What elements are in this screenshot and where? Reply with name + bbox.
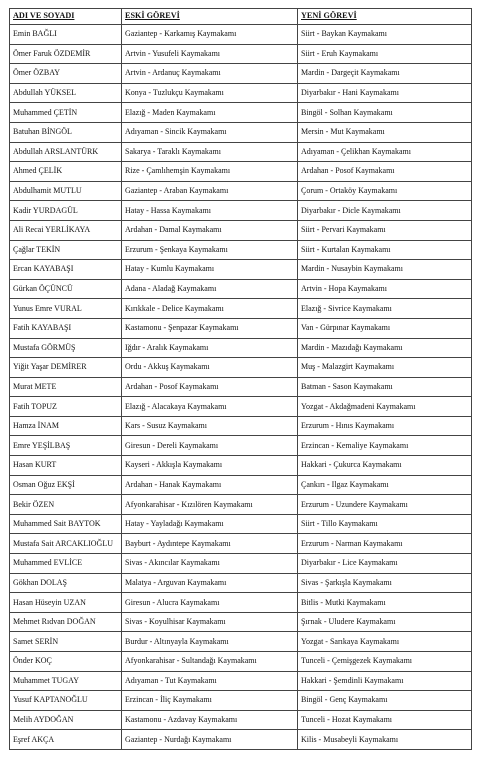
cell-name: Ercan KAYABAŞI — [10, 260, 122, 280]
cell-name: Eşref AKÇA — [10, 730, 122, 750]
table-row — [10, 83, 472, 103]
cell-new-post: Ardahan - Posof Kaymakamı — [298, 162, 472, 182]
table-row — [10, 377, 472, 397]
cell-name: Abdullah YÜKSEL — [10, 83, 122, 103]
header-row — [10, 9, 472, 25]
table-row — [10, 122, 472, 142]
cell-name: Samet SERİN — [10, 632, 122, 652]
column-header-old-post-text: ESKİ GÖREVİ — [125, 11, 180, 21]
cell-old-post: Hatay - Hassa Kaymakamı — [122, 201, 298, 221]
cell-new-post: Siirt - Baykan Kaymakamı — [298, 25, 472, 45]
cell-new-post: Mersin - Mut Kaymakamı — [298, 122, 472, 142]
cell-old-post: Kars - Susuz Kaymakamı — [122, 416, 298, 436]
table-row — [10, 632, 472, 652]
cell-old-post: Kırıkkale - Delice Kaymakamı — [122, 299, 298, 319]
table-row — [10, 358, 472, 378]
cell-old-post: Sakarya - Taraklı Kaymakamı — [122, 142, 298, 162]
cell-new-post: Van - Gürpınar Kaymakamı — [298, 318, 472, 338]
table-header — [10, 9, 472, 25]
cell-new-post: Bitlis - Mutki Kaymakamı — [298, 593, 472, 613]
cell-name: Çağlar TEKİN — [10, 240, 122, 260]
cell-name: Abdullah ARSLANTÜRK — [10, 142, 122, 162]
cell-old-post: Iğdır - Aralık Kaymakamı — [122, 338, 298, 358]
table-row — [10, 495, 472, 515]
table-row — [10, 240, 472, 260]
table-row — [10, 299, 472, 319]
cell-new-post: Tunceli - Çemişgezek Kaymakamı — [298, 652, 472, 672]
cell-new-post: Tunceli - Hozat Kaymakamı — [298, 710, 472, 730]
table-row — [10, 103, 472, 123]
table-row — [10, 201, 472, 221]
cell-name: Kadir YURDAGÜL — [10, 201, 122, 221]
cell-old-post: Giresun - Dereli Kaymakamı — [122, 436, 298, 456]
table-row — [10, 593, 472, 613]
cell-new-post: Erzurum - Narman Kaymakamı — [298, 534, 472, 554]
cell-new-post: Erzurum - Uzundere Kaymakamı — [298, 495, 472, 515]
cell-old-post: Gaziantep - Karkamış Kaymakamı — [122, 25, 298, 45]
cell-name: Fatih TOPUZ — [10, 397, 122, 417]
cell-new-post: Hakkari - Şemdinli Kaymakamı — [298, 671, 472, 691]
cell-name: Fatih KAYABAŞI — [10, 318, 122, 338]
cell-new-post: Erzincan - Kemaliye Kaymakamı — [298, 436, 472, 456]
cell-new-post: Şırnak - Uludere Kaymakamı — [298, 612, 472, 632]
table-row — [10, 416, 472, 436]
cell-name: Hasan KURT — [10, 456, 122, 476]
table-row — [10, 25, 472, 45]
column-header-old-post — [122, 9, 298, 25]
cell-old-post: Gaziantep - Araban Kaymakamı — [122, 181, 298, 201]
cell-old-post: Ardahan - Posof Kaymakamı — [122, 377, 298, 397]
cell-new-post: Diyarbakır - Hani Kaymakamı — [298, 83, 472, 103]
cell-old-post: Hatay - Yayladağı Kaymakamı — [122, 514, 298, 534]
cell-new-post: Sivas - Şarkışla Kaymakamı — [298, 573, 472, 593]
cell-name: Yusuf KAPTANOĞLU — [10, 691, 122, 711]
cell-name: Ali Recai YERLİKAYA — [10, 220, 122, 240]
table-row — [10, 730, 472, 750]
cell-name: Abdulhamit MUTLU — [10, 181, 122, 201]
cell-new-post: Diyarbakır - Dicle Kaymakamı — [298, 201, 472, 221]
table-row — [10, 181, 472, 201]
cell-new-post: Çankırı - Ilgaz Kaymakamı — [298, 475, 472, 495]
table-row — [10, 260, 472, 280]
table-row — [10, 514, 472, 534]
cell-name: Batuhan BİNGÖL — [10, 122, 122, 142]
cell-name: Bekir ÖZEN — [10, 495, 122, 515]
cell-new-post: Mardin - Dargeçit Kaymakamı — [298, 64, 472, 84]
cell-new-post: Erzurum - Hınıs Kaymakamı — [298, 416, 472, 436]
cell-old-post: Elazığ - Maden Kaymakamı — [122, 103, 298, 123]
cell-old-post: Sivas - Akıncılar Kaymakamı — [122, 554, 298, 574]
cell-old-post: Kastamonu - Şenpazar Kaymakamı — [122, 318, 298, 338]
column-header-new-post-text: YENİ GÖREVİ — [301, 11, 357, 21]
cell-old-post: Erzincan - İliç Kaymakamı — [122, 691, 298, 711]
cell-new-post: Hakkari - Çukurca Kaymakamı — [298, 456, 472, 476]
cell-new-post: Siirt - Kurtalan Kaymakamı — [298, 240, 472, 260]
cell-new-post: Mardin - Nusaybin Kaymakamı — [298, 260, 472, 280]
cell-old-post: Malatya - Arguvan Kaymakamı — [122, 573, 298, 593]
cell-old-post: Artvin - Yusufeli Kaymakamı — [122, 44, 298, 64]
cell-old-post: Ardahan - Hanak Kaymakamı — [122, 475, 298, 495]
table-row — [10, 612, 472, 632]
table-row — [10, 652, 472, 672]
cell-name: Ömer ÖZBAY — [10, 64, 122, 84]
cell-name: Mustafa Sait ARCAKLIOĞLU — [10, 534, 122, 554]
cell-new-post: Batman - Sason Kaymakamı — [298, 377, 472, 397]
table-row — [10, 338, 472, 358]
cell-name: Hasan Hüseyin UZAN — [10, 593, 122, 613]
cell-name: Ömer Faruk ÖZDEMİR — [10, 44, 122, 64]
table-row — [10, 220, 472, 240]
cell-old-post: Afyonkarahisar - Kızılören Kaymakamı — [122, 495, 298, 515]
table-row — [10, 397, 472, 417]
cell-new-post: Mardin - Mazıdağı Kaymakamı — [298, 338, 472, 358]
cell-name: Hamza İNAM — [10, 416, 122, 436]
table-row — [10, 573, 472, 593]
cell-new-post: Muş - Malazgirt Kaymakamı — [298, 358, 472, 378]
cell-name: Emin BAĞLI — [10, 25, 122, 45]
table-row — [10, 671, 472, 691]
cell-old-post: Adıyaman - Tut Kaymakamı — [122, 671, 298, 691]
cell-new-post: Yozgat - Akdağmadeni Kaymakamı — [298, 397, 472, 417]
cell-new-post: Çorum - Ortaköy Kaymakamı — [298, 181, 472, 201]
cell-old-post: Rize - Çamlıhemşin Kaymakamı — [122, 162, 298, 182]
table-row — [10, 456, 472, 476]
cell-name: Muhammed Sait BAYTOK — [10, 514, 122, 534]
cell-name: Yiğit Yaşar DEMİRER — [10, 358, 122, 378]
cell-name: Muhammet TUGAY — [10, 671, 122, 691]
table-row — [10, 44, 472, 64]
cell-old-post: Erzurum - Şenkaya Kaymakamı — [122, 240, 298, 260]
cell-name: Yunus Emre VURAL — [10, 299, 122, 319]
cell-old-post: Elazığ - Alacakaya Kaymakamı — [122, 397, 298, 417]
table-row — [10, 475, 472, 495]
table-row — [10, 710, 472, 730]
cell-old-post: Ordu - Akkuş Kaymakamı — [122, 358, 298, 378]
cell-new-post: Adıyaman - Çelikhan Kaymakamı — [298, 142, 472, 162]
table-row — [10, 64, 472, 84]
cell-old-post: Adıyaman - Sincik Kaymakamı — [122, 122, 298, 142]
cell-new-post: Elazığ - Sivrice Kaymakamı — [298, 299, 472, 319]
cell-name: Mehmet Rıdvan DOĞAN — [10, 612, 122, 632]
cell-old-post: Bayburt - Aydıntepe Kaymakamı — [122, 534, 298, 554]
cell-old-post: Hatay - Kumlu Kaymakamı — [122, 260, 298, 280]
cell-name: Mustafa GÖRMÜŞ — [10, 338, 122, 358]
cell-old-post: Kastamonu - Azdavay Kaymakamı — [122, 710, 298, 730]
cell-name: Önder KOÇ — [10, 652, 122, 672]
table-row — [10, 691, 472, 711]
column-header-name-text: ADI VE SOYADI — [13, 11, 75, 21]
cell-old-post: Giresun - Alucra Kaymakamı — [122, 593, 298, 613]
cell-new-post: Siirt - Eruh Kaymakamı — [298, 44, 472, 64]
column-header-new-post — [298, 9, 472, 25]
table-row — [10, 162, 472, 182]
cell-new-post: Bingöl - Genç Kaymakamı — [298, 691, 472, 711]
cell-new-post: Siirt - Tillo Kaymakamı — [298, 514, 472, 534]
cell-name: Ahmed ÇELİK — [10, 162, 122, 182]
cell-new-post: Yozgat - Sarıkaya Kaymakamı — [298, 632, 472, 652]
cell-old-post: Gaziantep - Nurdağı Kaymakamı — [122, 730, 298, 750]
cell-new-post: Kilis - Musabeyli Kaymakamı — [298, 730, 472, 750]
cell-name: Emre YEŞİLBAŞ — [10, 436, 122, 456]
table-row — [10, 142, 472, 162]
cell-old-post: Burdur - Altınyayla Kaymakamı — [122, 632, 298, 652]
cell-new-post: Artvin - Hopa Kaymakamı — [298, 279, 472, 299]
column-header-name — [10, 9, 122, 25]
cell-old-post: Konya - Tuzlukçu Kaymakamı — [122, 83, 298, 103]
cell-name: Muhammed ÇETİN — [10, 103, 122, 123]
cell-name: Muhammed EVLİCE — [10, 554, 122, 574]
table-row — [10, 554, 472, 574]
table-body — [10, 25, 472, 750]
cell-new-post: Bingöl - Solhan Kaymakamı — [298, 103, 472, 123]
cell-old-post: Sivas - Koyulhisar Kaymakamı — [122, 612, 298, 632]
cell-new-post: Diyarbakır - Lice Kaymakamı — [298, 554, 472, 574]
cell-old-post: Adana - Aladağ Kaymakamı — [122, 279, 298, 299]
cell-name: Murat METE — [10, 377, 122, 397]
table-row — [10, 279, 472, 299]
cell-name: Osman Oğuz EKŞİ — [10, 475, 122, 495]
cell-new-post: Siirt - Pervari Kaymakamı — [298, 220, 472, 240]
cell-name: Melih AYDOĞAN — [10, 710, 122, 730]
table-row — [10, 534, 472, 554]
table-row — [10, 436, 472, 456]
cell-old-post: Afyonkarahisar - Sultandağı Kaymakamı — [122, 652, 298, 672]
cell-old-post: Ardahan - Damal Kaymakamı — [122, 220, 298, 240]
table-row — [10, 318, 472, 338]
cell-name: Gökhan DOLAŞ — [10, 573, 122, 593]
cell-old-post: Artvin - Ardanuç Kaymakamı — [122, 64, 298, 84]
cell-old-post: Kayseri - Akkışla Kaymakamı — [122, 456, 298, 476]
appointments-table — [9, 8, 472, 750]
cell-name: Gürkan ÖÇÜNCÜ — [10, 279, 122, 299]
